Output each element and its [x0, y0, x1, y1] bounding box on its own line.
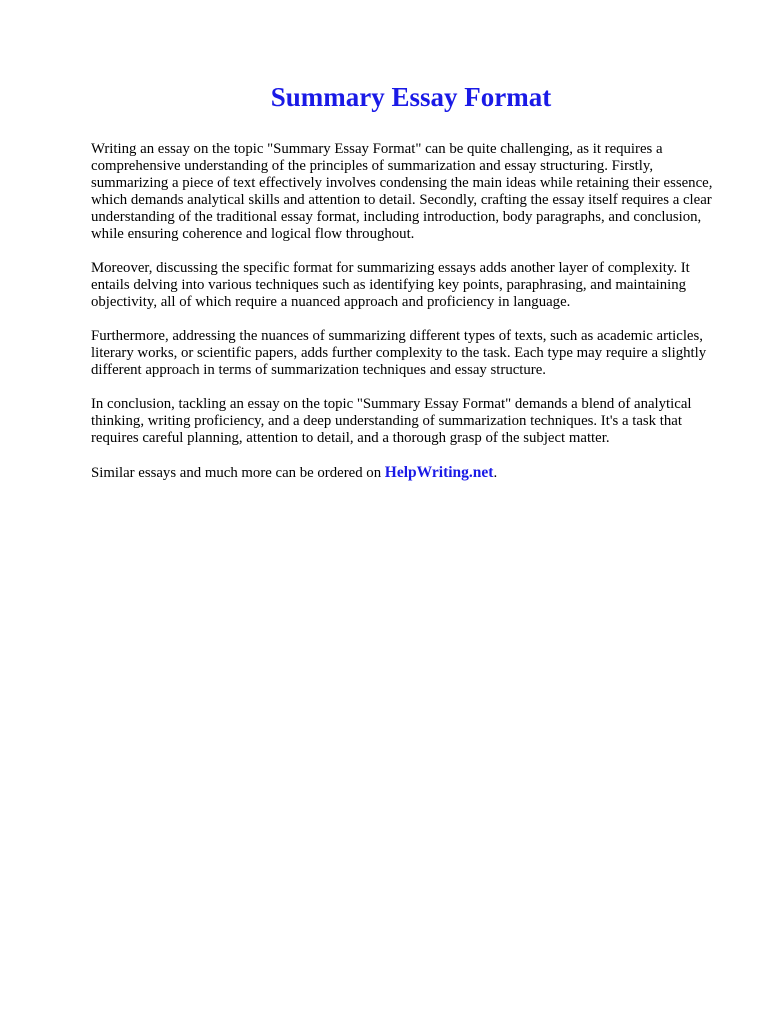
paragraph-intro: Writing an essay on the topic "Summary Essay Format" can be quite challenging, as it requires a comprehensive understanding of the principles of summarization and essay structuring. Firstly, summarizing a piece of text effectively involves condensing the main ideas while retaining their essence, which demands analytical skills and attention to detail. Secondly, crafting the essay itself requires a clear understanding of the traditional essay format, including introduction, body paragraphs, and conclusion, while ensuring coherence and logical flow throughout.	[91, 141, 713, 242]
helpwriting-link[interactable]: HelpWriting.net	[384, 464, 494, 481]
paragraph-format: Moreover, discussing the specific format for summarizing essays adds another layer of complexity. It entails delving into various techniques such as identifying key points, paraphrasing, and maintaining objectivity, all of which require a nuanced approach and proficiency in language.	[91, 260, 690, 310]
paragraph-conclusion: In conclusion, tackling an essay on the topic "Summary Essay Format" demands a blend of analytical thinking, writing proficiency, and a deep understanding of summarization techniques. It's a task that requires careful planning, attention to detail, and a thorough grasp of the subject matter.	[91, 396, 692, 446]
paragraph-text-types: Furthermore, addressing the nuances of summarizing different types of texts, such as academic articles, literary works, or scientific papers, adds further complexity to the task. Each type may require a slightly different approach in terms of summarization techniques and essay structure.	[91, 328, 707, 378]
closing-suffix: .	[493, 465, 498, 481]
closing-line	[91, 464, 731, 482]
document-page	[91, 80, 731, 499]
closing-prefix: Similar essays and much more can be ordered on	[91, 465, 385, 481]
document-title: Summary Essay Format	[270, 82, 552, 112]
